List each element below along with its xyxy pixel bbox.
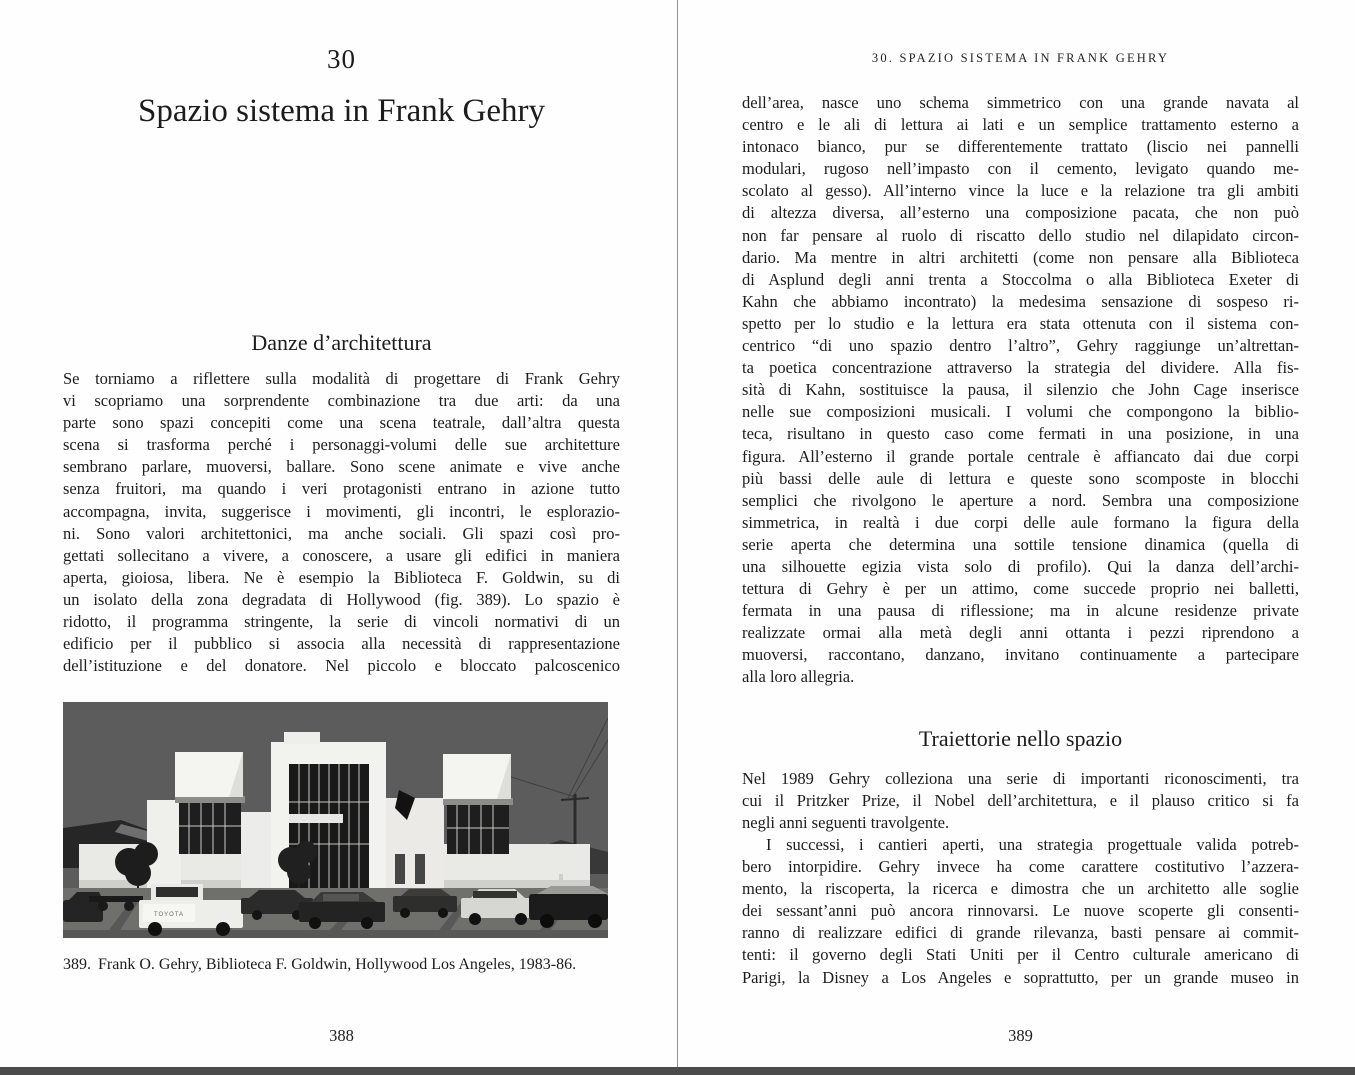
text-line: fermata in una pausa di riflessione; ma in alcune residenze private [742, 601, 1299, 621]
text-line: Parigi, la Disney a Los Angeles e soprattutto, per un grande museo in [742, 967, 1299, 987]
text-line: tettura di Gehry è per un attimo, come succede proprio nei balletti, [742, 579, 1299, 599]
text-line: sità di Kahn, sostituisce la pausa, il silenzio che John Cage inserisce [742, 380, 1299, 400]
figure-photo-goldwin-library [63, 702, 608, 938]
left-cube-shadow-band [175, 796, 245, 803]
text-line: ranno di realizzare edifici di grande rilevanza, basti pensare ai commit- [742, 923, 1299, 943]
text-line: realizzate ormai alla metà degli anni ottanta i pezzi riprendono a [742, 623, 1299, 643]
page-number-right: 389 [1008, 1026, 1033, 1045]
page-gutter-divider [677, 0, 678, 1075]
page-number-left: 388 [329, 1026, 354, 1045]
section-heading-traiettorie: Traiettorie nello spazio [918, 726, 1123, 751]
text-line: scena si trasforma perché i personaggi-volumi delle sue architetture [63, 435, 620, 455]
text-line: di altezza diversa, all’esterno una composizione pacata, che non può [742, 203, 1299, 223]
text-line: vi scopriamo una sorprendente combinazione tra due arti: da una [63, 391, 620, 411]
text-line: dario. Ma mentre in altri architetti (come non pensare alla Biblioteca [742, 247, 1299, 267]
text-line: simmetrica, in realtà i due corpi delle aule formano la figura della [742, 512, 1299, 532]
text-line: scolato al gesso). All’interno vince la luce e la relazione tra gli ambiti [742, 181, 1299, 201]
text-line: nelle sue composizioni musicali. I volumi che compongono la biblio- [742, 402, 1299, 422]
text-line: dell’istituzione e del donatore. Nel piccolo e bloccato palcoscenico [63, 656, 620, 676]
left-mid-wall [241, 812, 273, 888]
mid-wing-door-1 [395, 854, 405, 884]
right-cube-shadow-band [443, 798, 513, 805]
text-line: ridotto, il programma stringente, la serie di vincoli normativi di un [63, 612, 620, 632]
text-line: più bassi delle aule di lettura e queste sono scomposte in blocchi [742, 468, 1299, 488]
scan-edge-bar [0, 1067, 1355, 1075]
text-line: semplici che rivolgono le aperture a nord. Sembra una composizione [742, 490, 1299, 510]
right-page-paragraph-1 [742, 92, 1299, 689]
left-page-paragraph [63, 368, 620, 677]
library-photo-illustration [63, 702, 608, 938]
text-line: bero intorpidire. Gehry invece ha come carattere costitutivo l’azzera- [742, 857, 1299, 877]
text-line: modulari, rugoso nell’impasto con il cemento, levigato quando me- [742, 159, 1299, 179]
text-line: centro e le ali di lettura ai lati e un semplice trattamento esterno a [742, 115, 1299, 135]
text-line: serie aperta che determina una sottile tensione dinamica (quella di [742, 534, 1299, 554]
figure-caption-number: 389. [63, 956, 91, 973]
text-line: muoversi, raccontano, danzano, invitano continuamente a partecipare [742, 645, 1299, 665]
section-heading-danze: Danze d’architettura [251, 330, 432, 355]
text-line: dell’area, nasce uno schema simmetrico con una grande navata al [742, 93, 1299, 112]
central-tower-parapet-step [284, 732, 320, 744]
text-line: accompagna, invita, suggerisce i movimenti, gli incontri, le esplorazio- [63, 501, 620, 521]
right-page-paragraph-2 [742, 768, 1299, 834]
text-line: figura. All’esterno il grande portale centrale è affiancato dai due corpi [742, 446, 1299, 466]
text-line: dei sessant’anni può ancora rinnovarsi. Le nuove scoperte gli consenti- [742, 901, 1299, 921]
text-line: alla loro allegria. [742, 667, 855, 687]
text-line: un isolato della zona degradata di Hollywood (fig. 389). Lo spazio è [63, 589, 620, 609]
figure-caption [63, 956, 620, 974]
right-page-paragraph-3 [742, 834, 1299, 989]
mid-wing-door-2 [415, 854, 425, 884]
text-line: gettati sollecitano a vivere, a conoscere, a usare gli edifici in maniera [63, 545, 620, 565]
text-line: cui il Pritzker Prize, il Nobel dell’architettura, e il plauso critico si fa [742, 791, 1299, 811]
pedestrian-figure [559, 874, 563, 886]
text-line: ni. Sono valori architettonici, ma anche sociali. Gli spazi così pro- [63, 523, 620, 543]
text-line: spetto per lo studio e la lettura era stata ottenuta con il sistema con- [742, 313, 1299, 333]
text-line: teca, risultano in questo caso come fermati in una posizione, in una [742, 424, 1299, 444]
text-line: Se torniamo a riflettere sulla modalità di progettare di Frank Gehry [63, 369, 620, 388]
text-line: Kahn che abbiamo incontrato) la medesima sensazione di sospeso ri- [742, 291, 1299, 311]
chapter-number: 30 [327, 44, 356, 74]
left-glass-base [179, 802, 241, 854]
text-line: di Asplund degli anni trenta a Stoccolma o alla Biblioteca Exeter di [742, 269, 1299, 289]
text-line: senza fruitori, ma quando i veri protagonisti entrano in azione tutto [63, 479, 620, 499]
text-line: edificio per il pubblico si associa alla necessità di rappresentazione [63, 634, 620, 654]
text-line: aperta, gioiosa, libera. Ne è esempio la Biblioteca F. Goldwin, su di [63, 567, 620, 587]
central-balcony-band [289, 814, 343, 823]
text-line: centrico “di uno spazio dentro l’altro”, Gehry raggiunge un’altrettan- [742, 336, 1299, 356]
text-line: Nel 1989 Gehry colleziona una serie di importanti riconoscimenti, tra [742, 769, 1299, 788]
right-glass-base [447, 804, 509, 854]
text-line: non far pensare al ruolo di riscatto dello studio nel dilapidato circon- [742, 225, 1299, 245]
text-line: I successi, i cantieri aperti, una strategia progettuale valida potreb- [766, 835, 1299, 854]
figure-caption-text: Frank O. Gehry, Biblioteca F. Goldwin, Hollywood Los Angeles, 1983-86. [98, 956, 577, 973]
text-line: ta poetica concentrazione attraverso la strategia del dividere. Alla fis- [742, 358, 1299, 378]
truck-tailgate-label: TOYOTA [153, 912, 185, 918]
chapter-title: Spazio sistema in Frank Gehry [138, 93, 545, 129]
text-line: sembrano parlare, muoversi, ballare. Sono scene animate e vive anche [63, 457, 620, 477]
text-line: parte sono spazi concepiti come una scena teatrale, dall’altra questa [63, 413, 620, 433]
running-header: 30. SPAZIO SISTEMA IN FRANK GEHRY [871, 51, 1170, 65]
text-line: mento, la riscoperta, la ricerca e dimostra che un architetto alle soglie [742, 879, 1299, 899]
text-line: tenti: il governo degli Stati Uniti per il Centro culturale americano di [742, 945, 1299, 965]
text-line: intonaco bianco, pur se differentemente trattato (liscio nei pannelli [742, 137, 1299, 157]
text-line: una silhouette egizia vista solo di profilo). Qui la danza dell’archi- [742, 556, 1299, 576]
text-line: negli anni seguenti travolgente. [742, 813, 950, 833]
